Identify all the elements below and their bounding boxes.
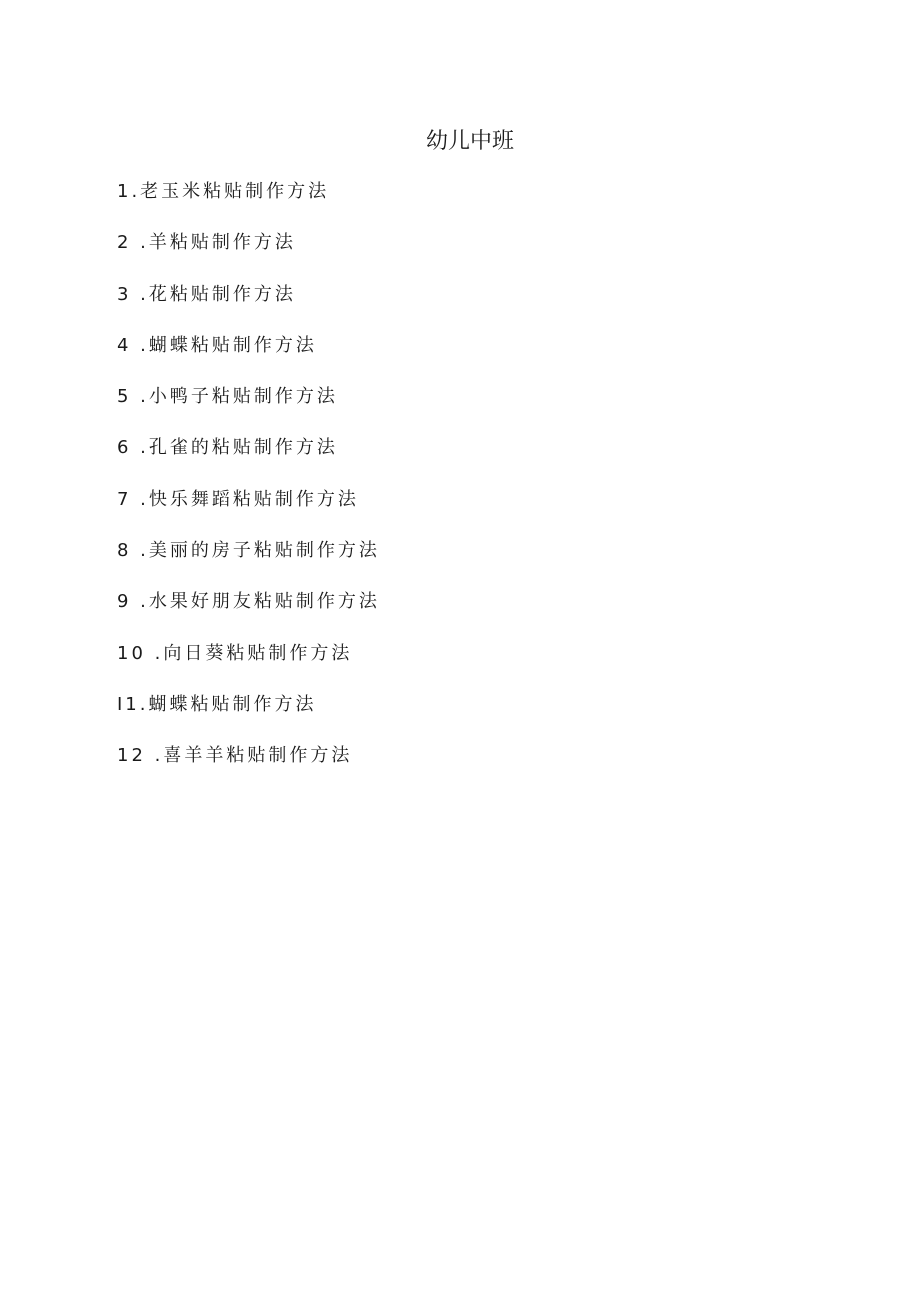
toc-item-11: I1.蝴蝶粘贴制作方法 [117,693,317,715]
toc-item-4: 4 .蝴蝶粘贴制作方法 [117,334,317,356]
toc-item-9: 9 .水果好朋友粘贴制作方法 [117,591,380,613]
toc-item-7: 7 .快乐舞蹈粘贴制作方法 [117,488,359,510]
page-title: 幼儿中班 [425,129,514,154]
toc-item-10: 10 .向日葵粘贴制作方法 [117,642,353,664]
toc-item-8: 8 .美丽的房子粘贴制作方法 [117,540,380,562]
toc-item-5: 5 .小鸭子粘贴制作方法 [117,386,338,408]
toc-item-3: 3 .花粘贴制作方法 [117,283,296,305]
toc-item-6: 6 .孔雀的粘贴制作方法 [117,437,338,459]
toc-item-12: 12 .喜羊羊粘贴制作方法 [117,745,353,767]
toc-item-2: 2 .羊粘贴制作方法 [117,232,296,254]
table-of-contents [117,174,380,790]
toc-item-1: 1.老玉米粘贴制作方法 [117,181,330,202]
